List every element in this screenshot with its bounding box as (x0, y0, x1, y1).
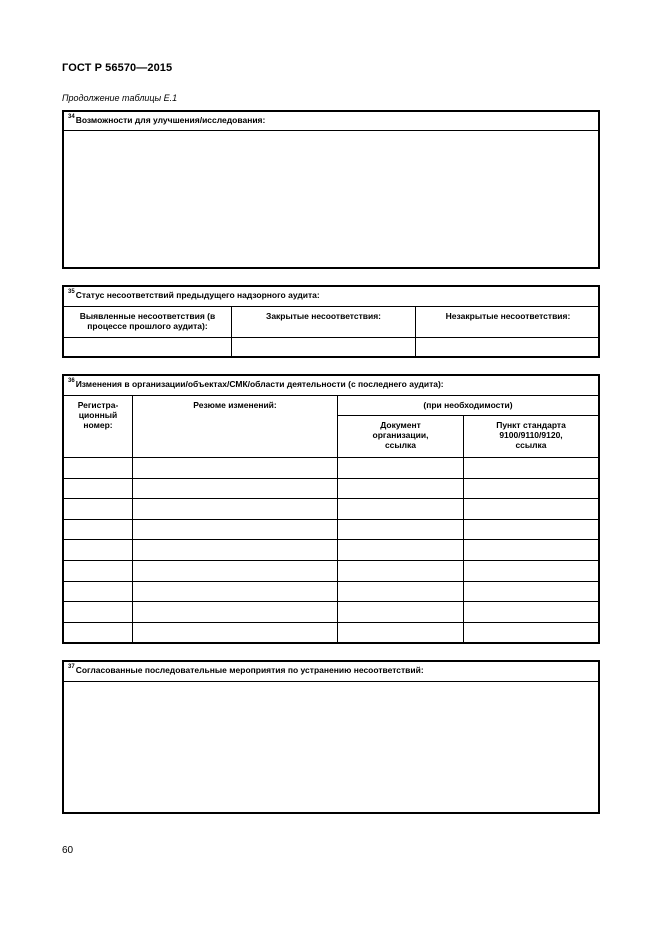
section-36-row-9-summary[interactable] (133, 623, 337, 643)
section-36-header (64, 376, 598, 389)
section-35-box (62, 285, 600, 358)
section-36-row-1-standard-clause[interactable] (464, 458, 598, 478)
section-36-row-2-reg-number[interactable] (64, 479, 132, 499)
section-37-box (62, 660, 600, 814)
section-36-col-if-needed: (при необходимости) (423, 400, 513, 410)
section-35-cell-closed[interactable] (232, 338, 415, 356)
section-35-header (64, 287, 598, 300)
section-36-col-reg-number: Регистра- ционный номер: (77, 400, 119, 430)
section-36-row-6-document[interactable] (338, 561, 463, 581)
section-36-box (62, 374, 600, 644)
section-36-row-4-document[interactable] (338, 520, 463, 540)
section-36-row-5-standard-clause[interactable] (464, 540, 598, 560)
section-36-row-7-standard-clause[interactable] (464, 582, 598, 602)
section-36-row-3-standard-clause[interactable] (464, 499, 598, 519)
section-35-number: 35 (68, 289, 75, 295)
section-36-row-2-standard-clause[interactable] (464, 479, 598, 499)
section-35-cell-identified[interactable] (64, 338, 231, 356)
section-36-row-7-reg-number[interactable] (64, 582, 132, 602)
section-36-row-4-standard-clause[interactable] (464, 520, 598, 540)
section-36-row-6-reg-number[interactable] (64, 561, 132, 581)
section-34-text-area[interactable] (64, 131, 598, 267)
section-35-col-closed: Закрытые несоответствия: (266, 311, 381, 321)
section-37-text-area[interactable] (64, 682, 598, 812)
section-36-row-1-document[interactable] (338, 458, 463, 478)
section-36-col-summary: Резюме изменений: (193, 400, 277, 410)
page-number: 60 (62, 845, 74, 856)
section-36-row-4-reg-number[interactable] (64, 520, 132, 540)
section-37-number: 37 (68, 664, 75, 670)
section-36-row-5-reg-number[interactable] (64, 540, 132, 560)
section-36-col-document: Документ организации, ссылка (372, 420, 429, 450)
section-36-row-8-reg-number[interactable] (64, 602, 132, 622)
section-36-number: 36 (68, 378, 75, 384)
section-36-row-6-summary[interactable] (133, 561, 337, 581)
section-36-col-standard-clause: Пункт стандарта 9100/9110/9120, ссылка (496, 420, 566, 450)
section-36-row-6-standard-clause[interactable] (464, 561, 598, 581)
section-37-title: Согласованные последовательные мероприятия по устранению несоответствий: (75, 665, 424, 675)
section-36-row-1-reg-number[interactable] (64, 458, 132, 478)
section-36-row-3-summary[interactable] (133, 499, 337, 519)
section-35-title: Статус несоответствий предыдущего надзорного аудита: (75, 290, 320, 300)
section-35-cell-open[interactable] (416, 338, 598, 356)
section-36-row-7-summary[interactable] (133, 582, 337, 602)
section-34-number: 34 (68, 114, 75, 120)
section-36-row-8-document[interactable] (338, 602, 463, 622)
section-36-title: Изменения в организации/объектах/СМК/области деятельности (с последнего аудита): (75, 379, 444, 389)
section-34-title: Возможности для улучшения/исследования: (75, 115, 266, 125)
section-36-row-7-document[interactable] (338, 582, 463, 602)
section-36-row-9-reg-number[interactable] (64, 623, 132, 643)
section-36-row-2-summary[interactable] (133, 479, 337, 499)
section-37-header (64, 662, 598, 675)
section-36-row-1-summary[interactable] (133, 458, 337, 478)
section-36-row-9-standard-clause[interactable] (464, 623, 598, 643)
section-35-col-identified: Выявленные несоответствия (в процессе прошлого аудита): (79, 311, 216, 331)
section-36-row-2-document[interactable] (338, 479, 463, 499)
section-36-row-5-summary[interactable] (133, 540, 337, 560)
section-36-row-4-summary[interactable] (133, 520, 337, 540)
table-continuation-caption: Продолжение таблицы Е.1 (62, 93, 178, 103)
section-36-row-9-document[interactable] (338, 623, 463, 643)
section-34-header (64, 112, 598, 125)
section-36-row-8-summary[interactable] (133, 602, 337, 622)
section-36-row-3-reg-number[interactable] (64, 499, 132, 519)
section-36-row-3-document[interactable] (338, 499, 463, 519)
document-standard-title: ГОСТ Р 56570—2015 (62, 62, 173, 74)
section-35-col-open: Незакрытые несоответствия: (445, 311, 571, 321)
section-34-box (62, 110, 600, 269)
section-36-row-8-standard-clause[interactable] (464, 602, 598, 622)
section-36-row-5-document[interactable] (338, 540, 463, 560)
